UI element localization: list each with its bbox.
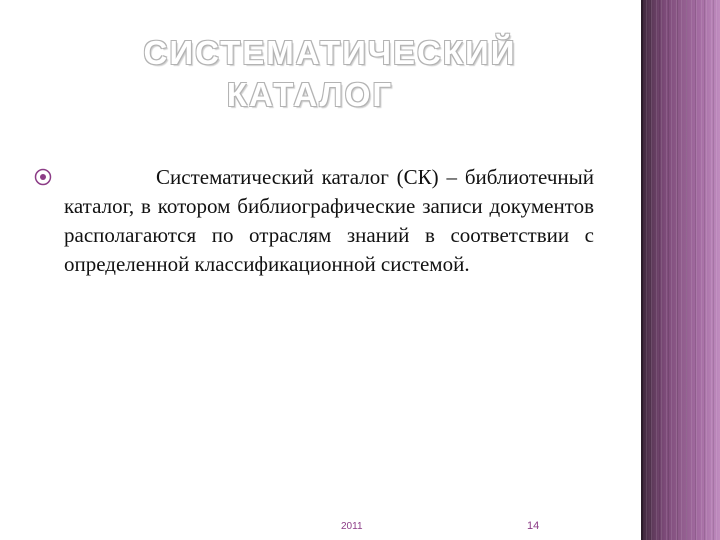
decorative-side-band: [641, 0, 720, 540]
body-text: Систематический каталог (СК) – библиотечный каталог, в котором библиографические записи документов располагаются по отраслям знаний в соответствии с определенной классификационной системой.: [64, 165, 594, 276]
slide-title-line-2: КАТАЛОГ: [226, 76, 394, 113]
side-band-divider: [641, 0, 643, 540]
slide-number: 14: [527, 520, 540, 532]
body-paragraph: [64, 163, 594, 279]
footer-date: 2011: [341, 521, 363, 532]
circled-dot-bullet-icon: [34, 168, 52, 186]
slide-title-line-1: СИСТЕМАТИЧЕСКИЙ: [143, 34, 517, 71]
